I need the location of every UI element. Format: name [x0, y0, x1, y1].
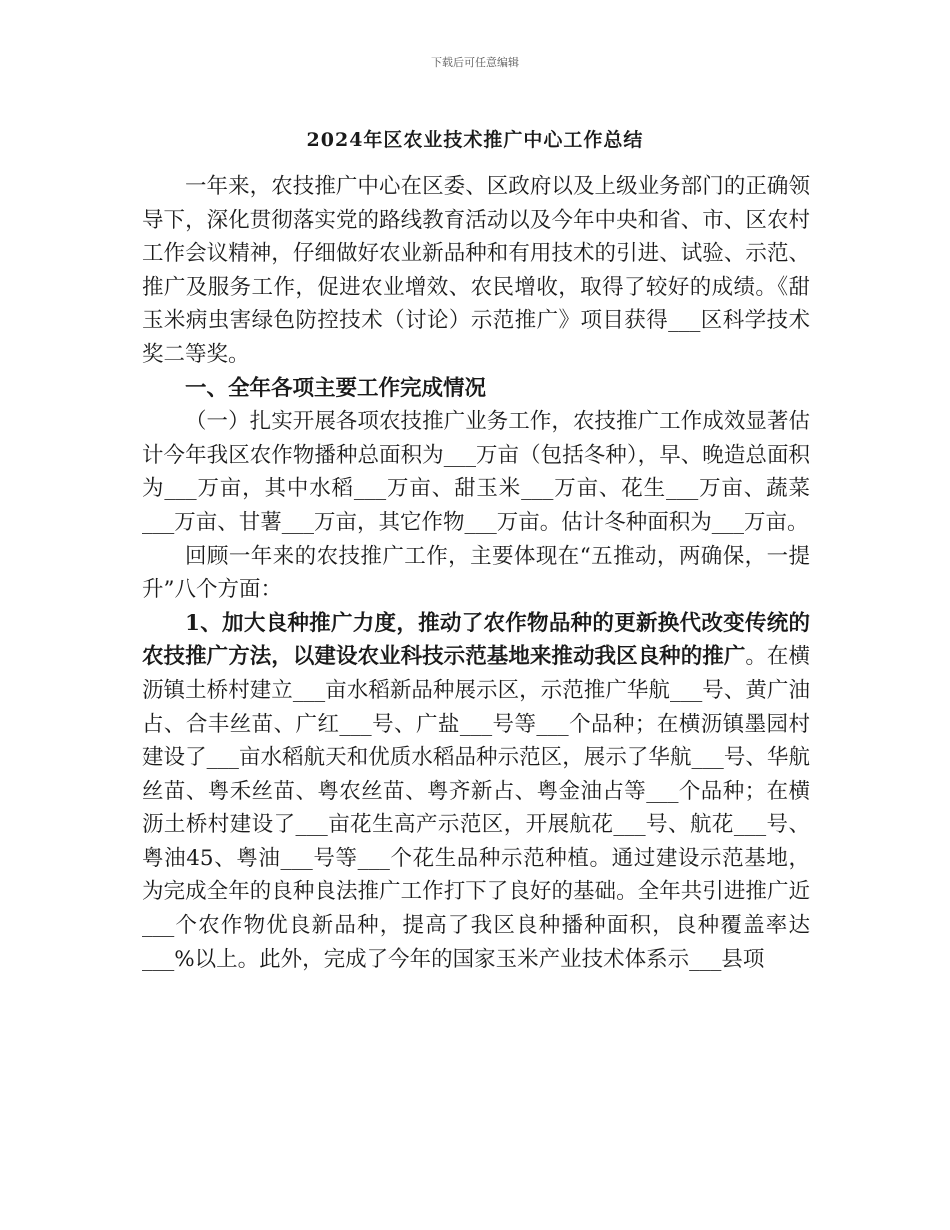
paragraph-summary: 回顾一年来的农技推广工作，主要体现在“五推动，两确保，一提升”八个方面： — [142, 543, 810, 603]
paragraph-seed-promotion — [142, 607, 810, 977]
header-note: 下载后可任意编辑 — [431, 56, 519, 69]
paragraph-overview: （一）扎实开展各项农技推广业务工作，农技推广工作成效显著估计今年我区农作物播种总面积为___万亩（包括冬种），早、晚造总面积为___万亩，其中水稻___万亩、甜玉米___万亩、花生___万亩、蔬菜___万亩、甘薯___万亩，其它作物___万亩。估计冬种面积为___万亩。 — [142, 409, 810, 535]
document-title: 2024年区农业技术推广中心工作总结 — [306, 129, 644, 151]
section-heading: 一、全年各项主要工作完成情况 — [185, 375, 487, 401]
paragraph-intro: 一年来，农技推广中心在区委、区政府以及上级业务部门的正确领导下，深化贯彻落实党的路线教育活动以及今年中央和省、市、区农村工作会议精神，仔细做好农业新品种和有用技术的引进、试验、示范、推广及服务工作，促进农业增效、农民增收，取得了较好的成绩。《甜玉米病虫害绿色防控技术（讨论）示范推广》项目获得___区科学技术奖二等奖。 — [142, 174, 810, 367]
paragraph-bold-lead: 1、加大良种推广力度，推动了农作物品种的更新换代改变传统的农技推广方法，以建设农业科技示范基地来推动我区良种的推广 — [142, 610, 810, 670]
document-body — [142, 170, 810, 976]
paragraph-body-text: 。在横沥镇土桥村建立___亩水稻新品种展示区，示范推广华航___号、黄广油占、合丰丝苗、广红___号、广盐___号等___个品种；在横沥镇墨园村建设了___亩水稻航天和优质水稻品种示范区，展示了华航___号、华航丝苗、粤禾丝苗、粤农丝苗、粤齐新占、粤金油占等___个品种；在横沥土桥村建设了___亩花生高产示范区，开展航花___号、航花___号、粤油45、粤油___号等___个花生品种示范种植。通过建设示范基地，为完成全年的良种良法推广工作打下了良好的基础。全年共引进推广近___个农作物优良新品种，提高了我区良种播种面积，良种覆盖率达___%以上。此外，完成了今年的国家玉米产业技术体系示___县项 — [142, 644, 810, 972]
